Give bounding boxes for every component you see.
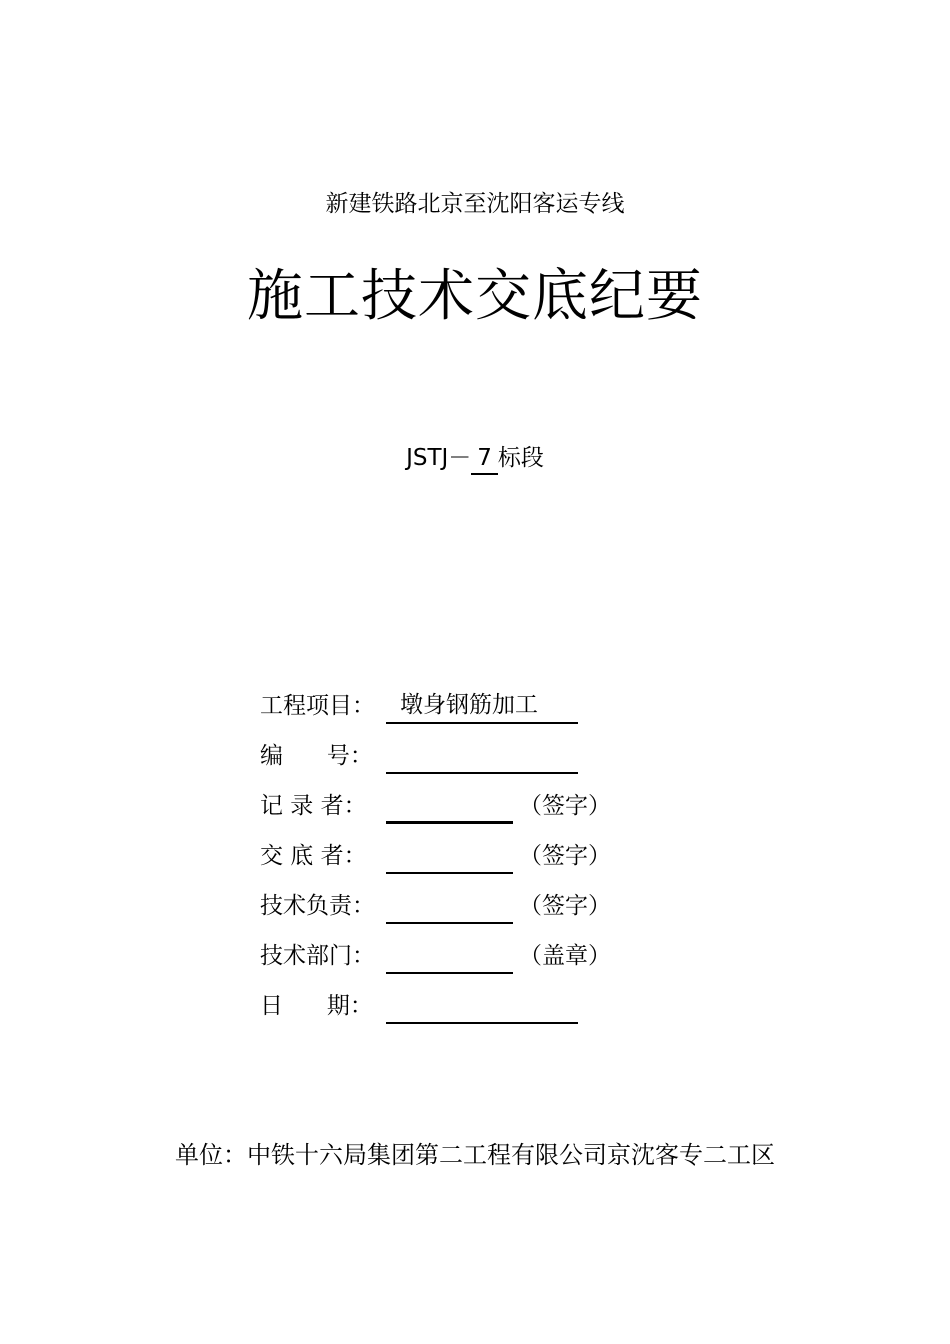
project-field-line[interactable]	[386, 722, 578, 724]
tech-dept-field-line[interactable]	[386, 972, 513, 974]
recorder-label: 记 录 者：	[260, 793, 367, 819]
section-number: 7	[471, 443, 498, 475]
presenter-field-line[interactable]	[386, 872, 513, 874]
section-suffix: 标段	[497, 445, 544, 471]
presenter-label: 交 底 者：	[260, 843, 367, 869]
presenter-signature-note: （签字）	[519, 843, 611, 869]
section-identifier	[0, 442, 950, 475]
issuing-unit: 单位：中铁十六局集团第二工程有限公司京沈客专二工区	[175, 1141, 775, 1169]
recorder-field-line[interactable]	[386, 821, 513, 824]
tech-dept-seal-note: （盖章）	[519, 943, 611, 969]
project-label: 工程项目：	[260, 693, 375, 719]
project-value: 墩身钢筋加工	[400, 692, 538, 718]
recorder-signature-note: （签字）	[519, 793, 611, 819]
tech-lead-field-line[interactable]	[386, 922, 513, 924]
date-label: 日 期：	[260, 993, 373, 1019]
document-title: 施工技术交底纪要	[247, 264, 703, 329]
section-prefix: JSTJ－	[406, 445, 472, 471]
tech-lead-label: 技术负责：	[260, 893, 375, 919]
project-subtitle: 新建铁路北京至沈阳客运专线	[325, 191, 625, 217]
tech-dept-label: 技术部门：	[260, 943, 375, 969]
number-label: 编 号：	[260, 743, 373, 769]
number-field-line[interactable]	[386, 772, 578, 774]
date-field-line[interactable]	[386, 1022, 578, 1024]
tech-lead-signature-note: （签字）	[519, 893, 611, 919]
